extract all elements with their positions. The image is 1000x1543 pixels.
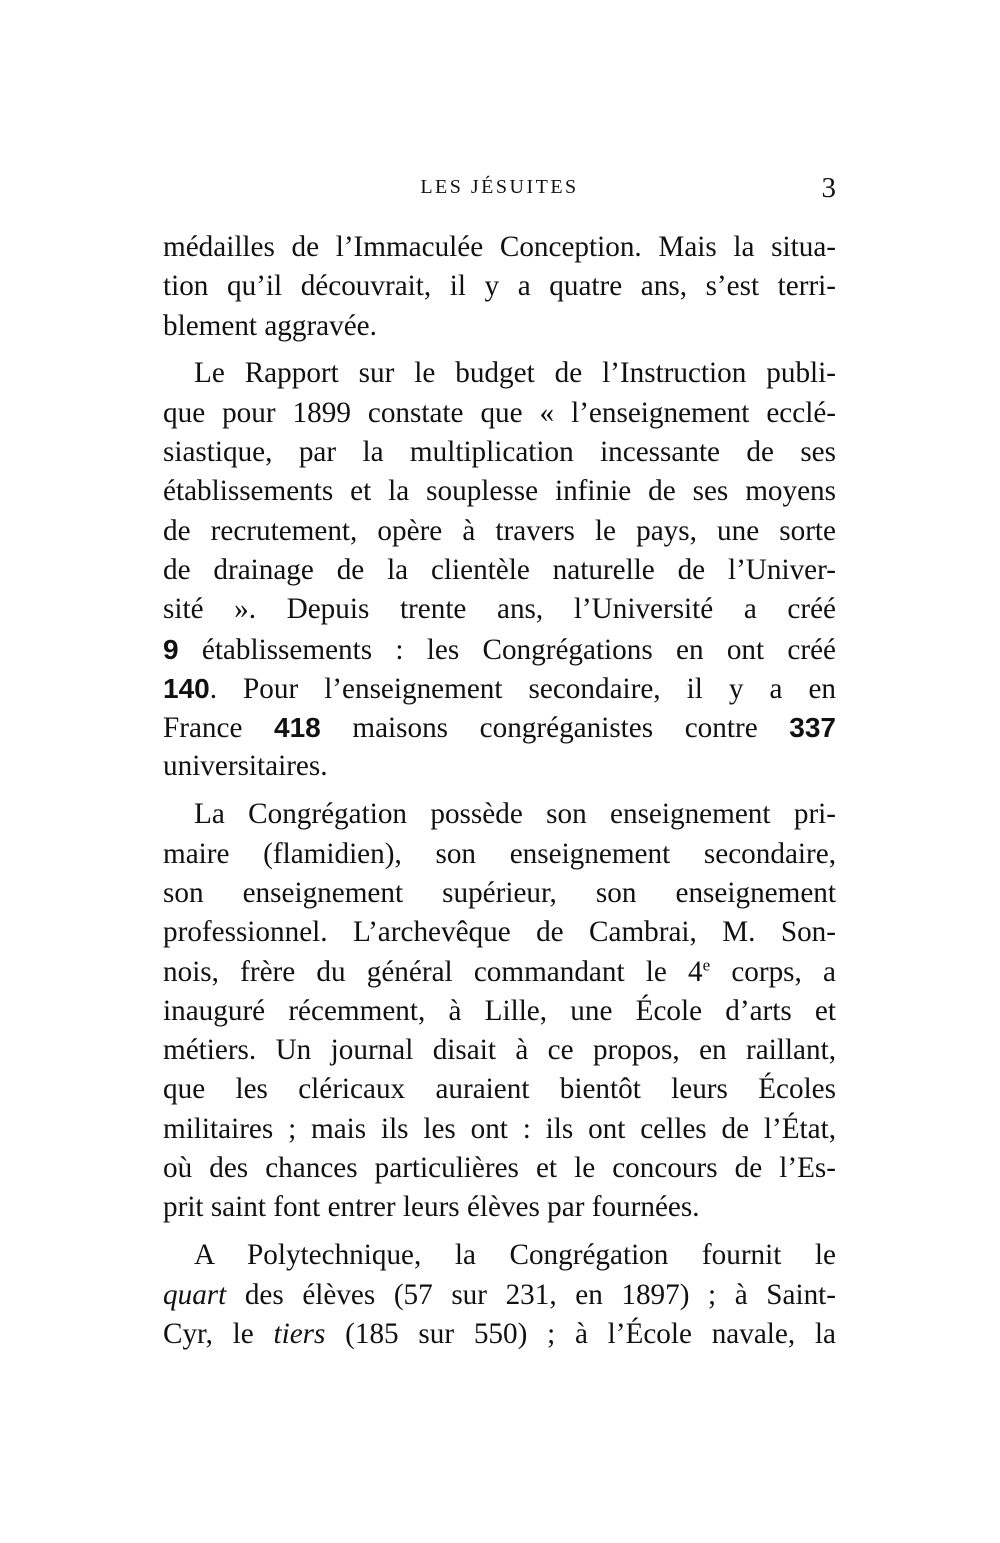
page-number: 3 <box>821 172 836 204</box>
text-line: inauguré récemment, à Lille, une École d’arts et <box>163 994 836 1027</box>
italic-word: tiers <box>273 1317 326 1350</box>
text-line: siastique, par la multiplication incessante de ses <box>163 436 836 469</box>
text-line: nois, frère du général commandant le 4e corps, a <box>163 954 836 988</box>
text-line: Le Rapport sur le budget de l’Instruction publi- <box>194 357 836 390</box>
text-line: prit saint font entrer leurs élèves par fournées. <box>163 1191 700 1224</box>
text-line: quart des élèves (57 sur 231, en 1897) ; à Saint- <box>163 1278 836 1311</box>
text-line: La Congrégation possède son enseignement pri- <box>194 798 836 831</box>
text-line: militaires ; mais ils les ont : ils ont celles de l’État, <box>163 1112 836 1145</box>
bold-number: 418 <box>274 712 321 744</box>
text-line: blement aggravée. <box>163 309 377 342</box>
text-line: établissements et la souplesse infinie de ses moyens <box>163 475 836 508</box>
text-line: professionnel. L’archevêque de Cambrai, M. Son- <box>163 916 836 949</box>
text-line: 140. Pour l’enseignement secondaire, il y a en <box>163 672 836 705</box>
text-line: Cyr, le tiers (185 sur 550) ; à l’École navale, la <box>163 1317 836 1350</box>
text-line: sité ». Depuis trente ans, l’Université a créé <box>163 593 836 626</box>
bold-number: 337 <box>789 712 836 744</box>
superscript: e <box>702 954 711 974</box>
text-line: A Polytechnique, la Congrégation fournit le <box>194 1239 836 1272</box>
running-head <box>163 172 836 212</box>
italic-word: quart <box>163 1278 227 1311</box>
bold-number: 9 <box>163 633 179 665</box>
text-line: métiers. Un journal disait à ce propos, en raillant, <box>163 1034 836 1067</box>
text-line: de drainage de la clientèle naturelle de l’Univer- <box>163 553 836 586</box>
text-line: médailles de l’Immaculée Conception. Mais la situa- <box>163 231 836 263</box>
text-line: tion qu’il découvrait, il y a quatre ans, s’est terri- <box>163 270 836 303</box>
text-line: universitaires. <box>163 750 328 783</box>
text-line: 9 établissements : les Congrégations en ont créé <box>163 633 836 666</box>
text-line: que pour 1899 constate que « l’enseignement ecclé- <box>163 396 836 429</box>
text-line: maire (flamidien), son enseignement secondaire, <box>163 837 836 870</box>
text-line: que les cléricaux auraient bientôt leurs Écoles <box>163 1073 836 1106</box>
text-line: France 418 maisons congréganistes contre 337 <box>163 712 836 745</box>
body-text <box>163 228 836 1363</box>
bold-number: 140 <box>163 672 210 704</box>
paragraph <box>163 228 836 346</box>
running-title: LES JÉSUITES <box>420 176 579 198</box>
text-line: où des chances particulières et le concours de l’Es- <box>163 1152 836 1185</box>
paragraph <box>163 795 836 1227</box>
text-line: de recrutement, opère à travers le pays, une sorte <box>163 514 836 547</box>
paragraph <box>163 354 836 786</box>
text-line: son enseignement supérieur, son enseignement <box>163 876 836 909</box>
paragraph <box>163 1236 836 1354</box>
